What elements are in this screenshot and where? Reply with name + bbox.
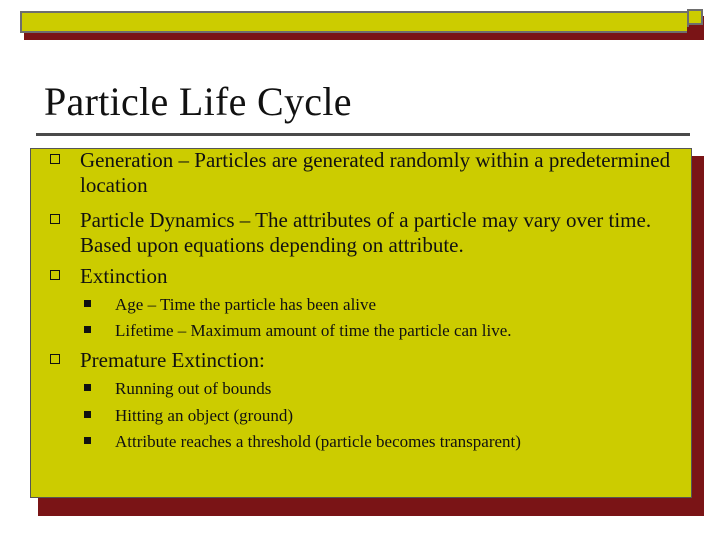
bullet-text: Premature Extinction: [80,348,265,372]
sub-bullet-out-of-bounds [84,376,271,401]
filled-square-bullet-icon [84,437,91,444]
sub-bullet-threshold [84,429,521,454]
sub-bullet-text: Lifetime – Maximum amount of time the particle can live. [115,321,512,340]
hollow-square-bullet-icon [50,270,60,280]
hollow-square-bullet-icon [50,154,60,164]
top-decorative-bar [20,11,689,33]
bullet-premature-extinction [50,348,680,373]
hollow-square-bullet-icon [50,354,60,364]
filled-square-bullet-icon [84,411,91,418]
filled-square-bullet-icon [84,384,91,391]
bullet-text: Extinction [80,264,168,288]
sub-bullet-text: Running out of bounds [115,379,272,398]
filled-square-bullet-icon [84,326,91,333]
sub-bullet-text: Age – Time the particle has been alive [115,295,377,314]
bullet-text: Generation – Particles are generated randomly within a predetermined location [80,148,671,197]
slide-title: Particle Life Cycle [44,79,352,124]
sub-bullet-lifetime [84,318,512,343]
sub-bullet-hitting-object [84,403,293,428]
bullet-extinction [50,264,680,289]
top-decorative-square [687,9,703,25]
top-decorative-square-shadow [687,27,703,40]
hollow-square-bullet-icon [50,214,60,224]
sub-bullet-text: Attribute reaches a threshold (particle becomes transparent) [115,432,521,451]
sub-bullet-text: Hitting an object (ground) [115,406,293,425]
bullet-text: Particle Dynamics – The attributes of a particle may vary over time. Based upon equations depending on attribute. [80,208,652,257]
sub-bullet-age [84,292,376,317]
bullet-particle-dynamics [50,208,680,258]
filled-square-bullet-icon [84,300,91,307]
bullet-generation [50,148,680,198]
title-divider [36,133,690,136]
